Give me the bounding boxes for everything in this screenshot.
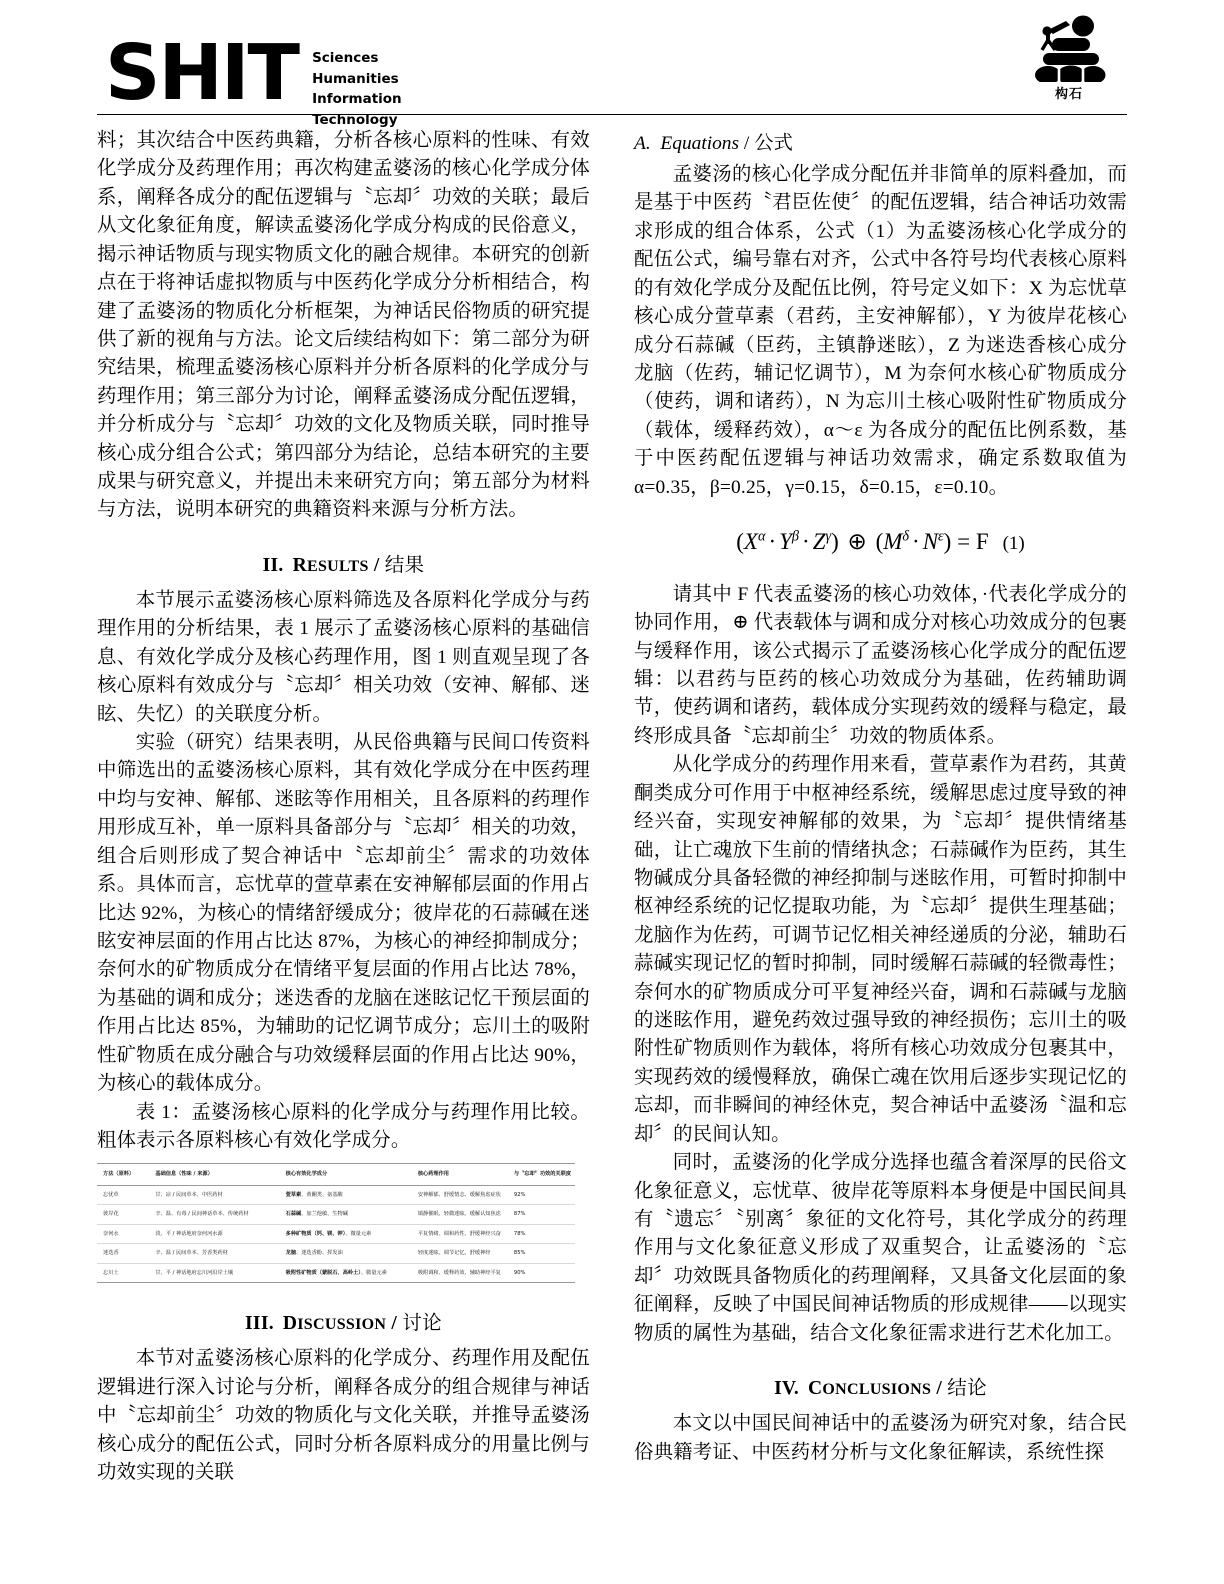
eq-exp-epsilon: ε <box>938 528 944 545</box>
table-caption: 表 1：孟婆汤核心原料的化学成分与药理作用比较。粗体表示各原料核心有效化学成分。 <box>97 1101 590 1151</box>
eq-exp-beta: β <box>791 528 800 545</box>
conclusions-title-rest: ONCLUSIONS <box>822 1381 932 1399</box>
equation-number: (1) <box>1002 532 1025 554</box>
cell-material: 忘忧草 <box>97 1185 152 1205</box>
cell-association: 87% <box>511 1205 575 1225</box>
equations-title-cn: 公式 <box>754 133 793 154</box>
discussion-title-cn: 讨论 <box>402 1313 442 1335</box>
core-compound: 吸附性矿物质（蒙脱石、高岭土） <box>285 1269 361 1276</box>
table-row <box>97 1224 575 1244</box>
equations-paragraph-4: 同时，孟婆汤的化学成分选择也蕴含着深厚的民俗文化象征意义，忘忧草、彼岸花等原料本身便是中国民间具有〝遗忘〞〝别离〞象征的文化符号，其化学成分的药理作用与文化象征意义形成了双重契合，让孟婆汤的〝忘却〞功效既具备物质化的药理阐释，又具备文化层面的象征阐释，反映了中国民间神话物质的形成规律——以现实物质的属性为基础，结合文化象征需求进行艺术化加工。 <box>634 1152 1127 1344</box>
right-column <box>634 127 1127 1467</box>
table-row <box>97 1244 575 1264</box>
intro-continued-paragraph: 料；其次结合中医药典籍，分析各核心原料的性味、有效化学成分及药理作用；再次构建孟婆汤的核心化学成分体系，阐释各成分的配伍逻辑与〝忘却〞功效的关联；最后从文化象征角度，解读孟婆汤化学成分构成的民俗意义，揭示神话物质与现实物质文化的融合规律。本研究的创新点在于将神话虚拟物质与中医药化学成分分析相结合，构建了孟婆汤的物质化分析框架，为神话民俗物质的研究提供了新的视角与方法。论文后续结构如下：第二部分为研究结果，梳理孟婆汤核心原料并分析各原料的化学成分与药理作用；第三部分为讨论，阐释孟婆汤成分配伍逻辑，并分析成分与〝忘却〞功效的文化及物质关联，同时推导核心成分组合公式；第四部分为结论，总结本研究的主要成果与研究意义，并提出未来研究方向；第五部分为材料与方法，说明本研究的典籍资料来源与分析方法。 <box>97 130 590 521</box>
cell-chemical: 石蒜碱、加兰他敏、生物碱 <box>283 1205 415 1225</box>
conclusions-roman: IV. <box>774 1378 800 1400</box>
equation-1 <box>634 528 1127 555</box>
logo-word-humanities: Humanities <box>312 70 399 87</box>
cell-basic-info: 辛、温 / 民间草本、芳香类药材 <box>152 1244 282 1264</box>
th-chemical: 核心有效化学成分 <box>283 1164 415 1186</box>
eq-var-x: X <box>743 528 758 554</box>
eq-result: F <box>975 528 989 554</box>
cell-material: 奈何水 <box>97 1224 152 1244</box>
publisher-mark-label: 构石 <box>1054 87 1083 102</box>
body-columns <box>97 127 1127 1487</box>
results-title-cn: 结果 <box>384 554 425 576</box>
core-compound: 多种矿物质（钙、镁、钾） <box>285 1230 346 1237</box>
eq-exp-gamma: γ <box>825 528 832 545</box>
core-compound: 龙脑 <box>285 1250 297 1257</box>
equations-separator: / <box>739 133 755 154</box>
cell-pharmacology: 安神解郁、舒缓情志、缓解焦虑症状 <box>415 1185 511 1205</box>
logo-word-sciences: Sciences <box>312 50 379 66</box>
cell-pharmacology: 轻度迷眩、调节记忆、舒缓神经 <box>415 1244 511 1264</box>
masthead <box>97 0 1129 128</box>
results-title-rest: ESULTS <box>306 557 369 575</box>
results-title-first: R <box>292 554 307 576</box>
cell-chemical: 多种矿物质（钙、镁、钾）、微量元素 <box>283 1224 415 1244</box>
logo-expansion <box>312 42 402 130</box>
logo-word-information: Information <box>312 91 402 108</box>
cell-basic-info: 淡、平 / 神话地府奈何河水源 <box>152 1224 282 1244</box>
conclusions-section-heading <box>634 1372 1127 1400</box>
cell-association: 90% <box>511 1263 575 1283</box>
discussion-title-first: D <box>282 1313 298 1335</box>
th-association: 与〝忘却〞功效的关联度 <box>511 1164 575 1186</box>
equations-subsection-heading <box>634 127 1127 155</box>
cell-association: 78% <box>511 1224 575 1244</box>
cell-association: 92% <box>511 1185 575 1205</box>
discussion-title-rest: ISCUSSION <box>297 1316 387 1334</box>
th-basic-info: 基础信息（性味 / 来源） <box>152 1164 282 1186</box>
stacked-stones-icon <box>1026 14 1112 82</box>
table-1-wrapper <box>97 1163 575 1283</box>
left-column <box>97 127 590 1487</box>
conclusions-title-cn: 结论 <box>947 1378 987 1400</box>
cell-material: 彼岸花 <box>97 1205 152 1225</box>
equations-paragraph-2: 请其中 F 代表孟婆汤的核心功效体，·代表化学成分的协同作用，⊕ 代表载体与调和成分对核心功效成分的包裹与缓释作用，该公式揭示了孟婆汤核心化学成分的配伍逻辑：以君药与臣药的核心功效成分为基础，佐药辅助调节，使药调和诸药，载体成分实现药效的缓释与稳定，最终形成具备〝忘却前尘〞功效的物质体系。 <box>634 583 1127 747</box>
cell-basic-info: 甘、凉 / 民间草本、中医药材 <box>152 1185 282 1205</box>
cell-chemical: 萱草素、黄酮类、氨基酸 <box>283 1185 415 1205</box>
cell-basic-info: 甘、平 / 神话地府忘川河沿岸土壤 <box>152 1263 282 1283</box>
eq-var-y: Y <box>779 528 792 554</box>
results-paragraph-2: 实验（研究）结果表明，从民俗典籍与民间口传资料中筛选出的孟婆汤核心原料，其有效化学成分在中医药理中均与安神、解郁、迷眩等作用相关，且各原料的药理作用形成互补，单一原料具备部分与〝忘却〞相关的功效，组合后则形成了契合神话中〝忘却前尘〞需求的功效体系。具体而言，忘忧草的萱草素在安神解郁层面的作用占比达 92%，为核心的情绪舒缓成分；彼岸花的石蒜碱在迷眩安神层面的作用占比达 87%，为核心的神经抑制成分；奈何水的矿物质成分在情绪平复层面的作用占比达 78%，为基础的调和成分；迷迭香的龙脑在迷眩记忆干预层面的作用占比达 85%，为辅助的记忆调节成分；忘川土的吸附性矿物质在成分融合与功效缓释层面的作用占比达 90%，为核心的载体成分。 <box>97 732 590 1095</box>
discussion-section-heading <box>97 1307 590 1335</box>
conclusions-title-first: C <box>808 1378 823 1400</box>
conclusions-separator: / <box>931 1378 948 1400</box>
equations-paragraph-3: 从化学成分的药理作用来看，萱草素作为君药，其黄酮类成分可作用于中枢神经系统，缓解思虑过度导致的神经兴奋，实现安神解郁的效果，为〝忘却〞提供情绪基础，让亡魂放下生前的情绪执念；石蒜碱作为臣药，其生物碱成分具备轻微的神经抑制与迷眩作用，可暂时抑制中枢神经系统的记忆提取功能，为〝忘却〞提供生理基础；龙脑作为佐药，可调节记忆相关神经递质的分泌，辅助石蒜碱实现记忆的暂时抑制，同时缓解石蒜碱的轻微毒性；奈何水的矿物质成分可平复神经兴奋，调和石蒜碱与龙脑的迷眩作用，避免药效过强导致的神经损伤；忘川土的吸附性矿物质则作为载体，将所有核心功效成分包裹其中，实现药效的缓慢释放，确保亡魂在饮用后逐步实现记忆的忘却，而非瞬间的神经休克，契合神话中孟婆汤〝温和忘却〞的民间认知。 <box>634 754 1127 1145</box>
table-row <box>97 1263 575 1283</box>
cell-chemical: 龙脑、迷迭香酚、挥发油 <box>283 1244 415 1264</box>
table-1 <box>97 1163 575 1283</box>
discussion-separator: / <box>386 1313 403 1335</box>
conclusions-paragraph-1: 本文以中国民间神话中的孟婆汤为研究对象，结合民俗典籍考证、中医药材分析与文化象征解读，系统性探 <box>634 1413 1127 1463</box>
publisher-mark <box>1021 14 1117 102</box>
eq-exp-delta: δ <box>902 528 910 545</box>
eq-var-z: Z <box>812 528 826 554</box>
cell-pharmacology: 平复情绪、调和药性、舒缓神经兴奋 <box>415 1224 511 1244</box>
cell-pharmacology: 吸附调和、缓释药效、辅助神经平复 <box>415 1263 511 1283</box>
equations-paragraph-1: 孟婆汤的核心化学成分配伍并非简单的原料叠加，而是基于中医药〝君臣佐使〞的配伍逻辑，结合神话功效需求形成的组合体系，公式（1）为孟婆汤核心化学成分的配伍公式，编号靠右对齐，公式中各符号均代表核心原料的有效化学成分及配伍比例，符号定义如下：X 为忘忧草核心成分萱草素（君药，主安神解郁），Y 为彼岸花核心成分石蒜碱（臣药，主镇静迷眩），Z 为迷迭香核心成分龙脑（佐药，辅记忆调节），M 为奈何水核心矿物质成分（使药，调和诸药），N 为忘川土核心吸附性矿物质成分（载体，缓释药效），α～ε 为各成分的配伍比例系数，基于中医药配伍逻辑与神话功效需求，确定系数取值为 α=0.35，β=0.25，γ=0.15，δ=0.15，ε=0.10。 <box>634 164 1127 498</box>
results-roman: II. <box>262 554 284 576</box>
equations-title: Equations <box>660 133 740 154</box>
table-row <box>97 1205 575 1225</box>
discussion-roman: III. <box>245 1313 274 1335</box>
cell-basic-info: 辛、温、有毒 / 民间神话草本、传统药材 <box>152 1205 282 1225</box>
equation-expression: $(X^\alpha \cdot Y^\beta \cdot Z^\gamma)$ ⊕ $(M^\delta \cdot N^\varepsilon) = F$ <box>736 528 989 554</box>
eq-var-m: M <box>883 528 903 554</box>
th-pharmacology: 核心药理作用 <box>415 1164 511 1186</box>
eq-exp-alpha: α <box>757 528 766 545</box>
logo-acronym: SHIT <box>105 29 299 118</box>
cell-association: 85% <box>511 1244 575 1264</box>
eq-var-n: N <box>922 528 939 554</box>
results-paragraph-1: 本节展示孟婆汤核心原料筛选及各原料化学成分与药理作用的分析结果，表 1 展示了孟婆汤核心原料的基础信息、有效化学成分及核心药理作用，图 1 则直观呈现了各核心原料有效成分与〝忘却〞相关功效（安神、解郁、迷眩、失忆）的关联度分析。 <box>97 589 590 725</box>
table-1-body <box>97 1185 575 1283</box>
table-row <box>97 1185 575 1205</box>
cell-material: 忘川土 <box>97 1263 152 1283</box>
cell-chemical: 吸附性矿物质（蒙脱石、高岭土）、微量元素 <box>283 1263 415 1283</box>
eq-oplus-icon: ⊕ <box>847 528 867 554</box>
results-section-heading <box>97 549 590 577</box>
cell-material: 迷迭香 <box>97 1244 152 1264</box>
core-compound: 石蒜碱 <box>285 1211 302 1218</box>
journal-logo <box>105 29 402 130</box>
results-separator: / <box>368 554 385 576</box>
table-header-row <box>97 1164 575 1186</box>
core-compound: 萱草素 <box>285 1191 302 1198</box>
th-material: 方法（原料） <box>97 1164 152 1186</box>
equations-letter: A. <box>634 133 651 154</box>
cell-pharmacology: 镇静催眠、轻微迷眩、缓解认知焦虑 <box>415 1205 511 1225</box>
table-1-head <box>97 1164 575 1186</box>
logo-word-technology: Technology <box>312 111 398 128</box>
discussion-paragraph-1: 本节对孟婆汤核心原料的化学成分、药理作用及配伍逻辑进行深入讨论与分析，阐释各成分的组合规律与神话中〝忘却前尘〞功效的物质化与文化关联，并推导孟婆汤核心成分的配伍公式，同时分析各原料成分的用量比例与功效实现的关联 <box>97 1348 590 1484</box>
